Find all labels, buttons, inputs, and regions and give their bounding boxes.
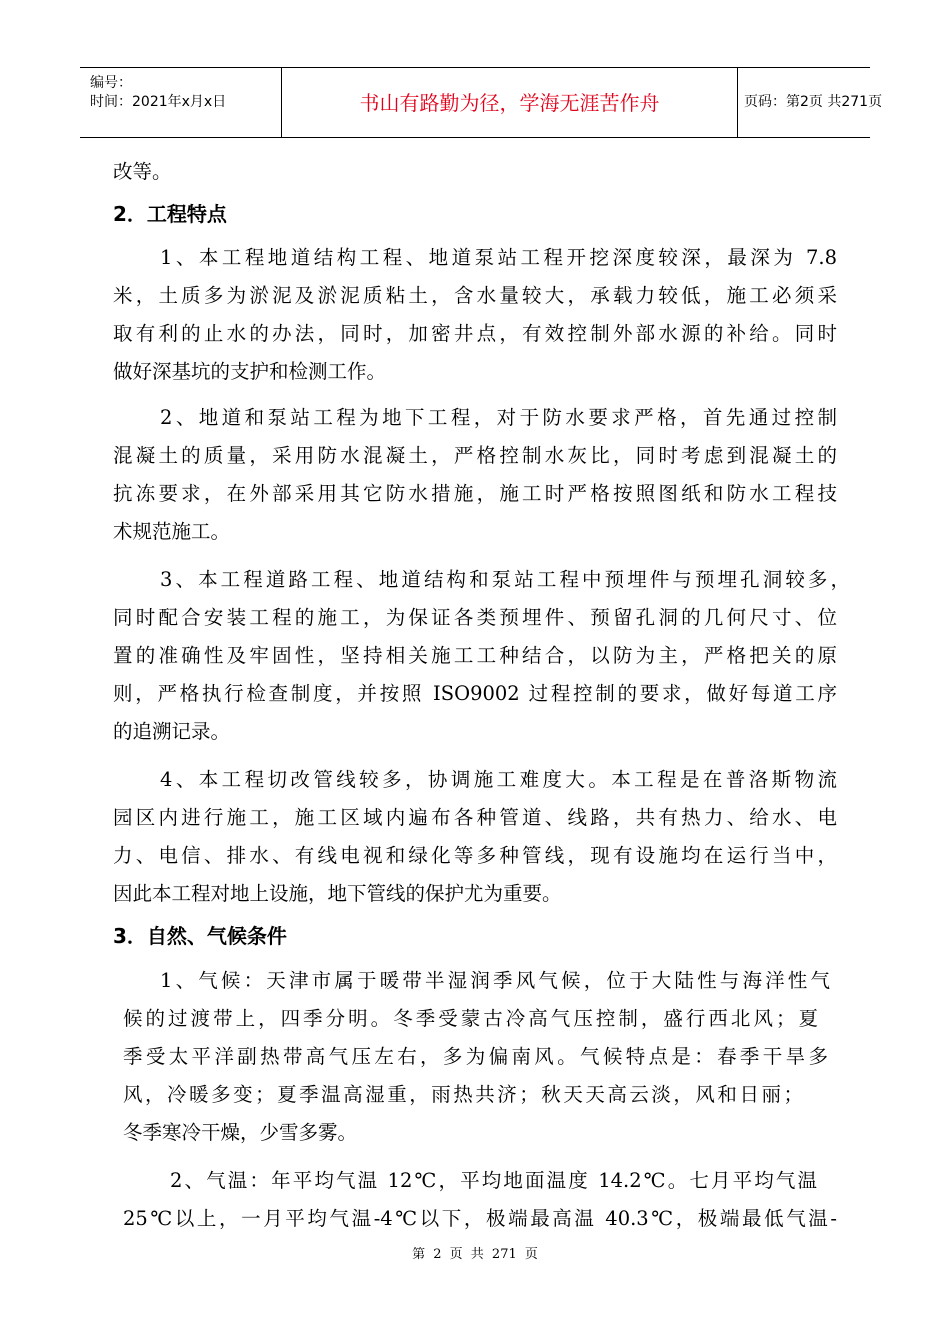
body-line: 则，严格执行检查制度，并按照 ISO9002 过程控制的要求，做好每道工序 (113, 682, 837, 705)
body-line: 改等。 (113, 160, 172, 183)
header-page-info: 页码：第2页 共271页 (744, 94, 883, 110)
body-line: 力、电信、排水、有线电视和绿化等多种管线，现有设施均在运行当中， (113, 844, 837, 867)
body-line: 同时配合安装工程的施工，为保证各类预埋件、预留孔洞的几何尺寸、位 (113, 606, 837, 629)
body-line: 风，冷暖多变；夏季温高湿重，雨热共济；秋天天高云淡，风和日丽； (123, 1083, 803, 1106)
body-line: 取有利的止水的办法，同时，加密井点，有效控制外部水源的补给。同时 (113, 322, 837, 345)
doc-number-label: 编号： (90, 75, 132, 91)
page-header-table (80, 67, 883, 138)
body-line: 术规范施工。 (113, 520, 231, 543)
body-line: 抗冻要求，在外部采用其它防水措施，施工时严格按照图纸和防水工程技 (113, 482, 837, 505)
body-line: 置的准确性及牢固性，坚持相关施工工种结合，以防为主，严格把关的原 (113, 644, 837, 667)
paragraph-first-line: 3、本工程道路工程、地道结构和泵站工程中预埋件与预埋孔洞较多， (160, 568, 850, 591)
paragraph-first-line: 2、地道和泵站工程为地下工程，对于防水要求严格，首先通过控制 (160, 406, 837, 429)
header-center-cell (281, 68, 738, 137)
body-line: 冬季寒冷干燥，少雪多雾。 (123, 1121, 358, 1144)
body-line: 的追溯记录。 (113, 720, 231, 743)
paragraph-first-line: 1、气候：天津市属于暖带半湿润季风气候，位于大陆性与海洋性气 (160, 969, 830, 992)
header-right-cell (737, 68, 883, 137)
paragraph-first-line: 1、本工程地道结构工程、地道泵站工程开挖深度较深，最深为 7.8 (160, 246, 837, 269)
page-footer: 第 2 页 共 271 页 (412, 1247, 538, 1262)
date-label: 时间：2021年x月x日 (90, 94, 227, 110)
section-heading: 3．自然、气候条件 (113, 924, 287, 948)
body-line: 园区内进行施工，施工区域内遍布各种管道、线路，共有热力、给水、电 (113, 806, 837, 829)
body-line: 因此本工程对地上设施，地下管线的保护尤为重要。 (113, 882, 562, 905)
body-line: 做好深基坑的支护和检测工作。 (113, 360, 387, 383)
body-line: 25℃以上，一月平均气温-4℃以下，极端最高温 40.3℃，极端最低气温- (123, 1207, 837, 1230)
body-line: 季受太平洋副热带高气压左右，多为偏南风。气候特点是：春季干旱多 (123, 1045, 828, 1068)
header-motto: 书山有路勤为径，学海无涯苦作舟 (359, 91, 660, 115)
body-line: 混凝土的质量，采用防水混凝土，严格控制水灰比，同时考虑到混凝土的 (113, 444, 837, 467)
paragraph-first-line: 2、气温：年平均气温 12℃，平均地面温度 14.2℃。七月平均气温 (170, 1169, 817, 1192)
header-left-cell (80, 68, 281, 137)
body-line: 候的过渡带上，四季分明。冬季受蒙古冷高气压控制，盛行西北风；夏 (123, 1007, 818, 1030)
section-heading: 2．工程特点 (113, 202, 227, 226)
body-line: 米，土质多为淤泥及淤泥质粘土，含水量较大，承载力较低，施工必须采 (113, 284, 837, 307)
paragraph-first-line: 4、本工程切改管线较多，协调施工难度大。本工程是在普洛斯物流 (160, 768, 837, 791)
